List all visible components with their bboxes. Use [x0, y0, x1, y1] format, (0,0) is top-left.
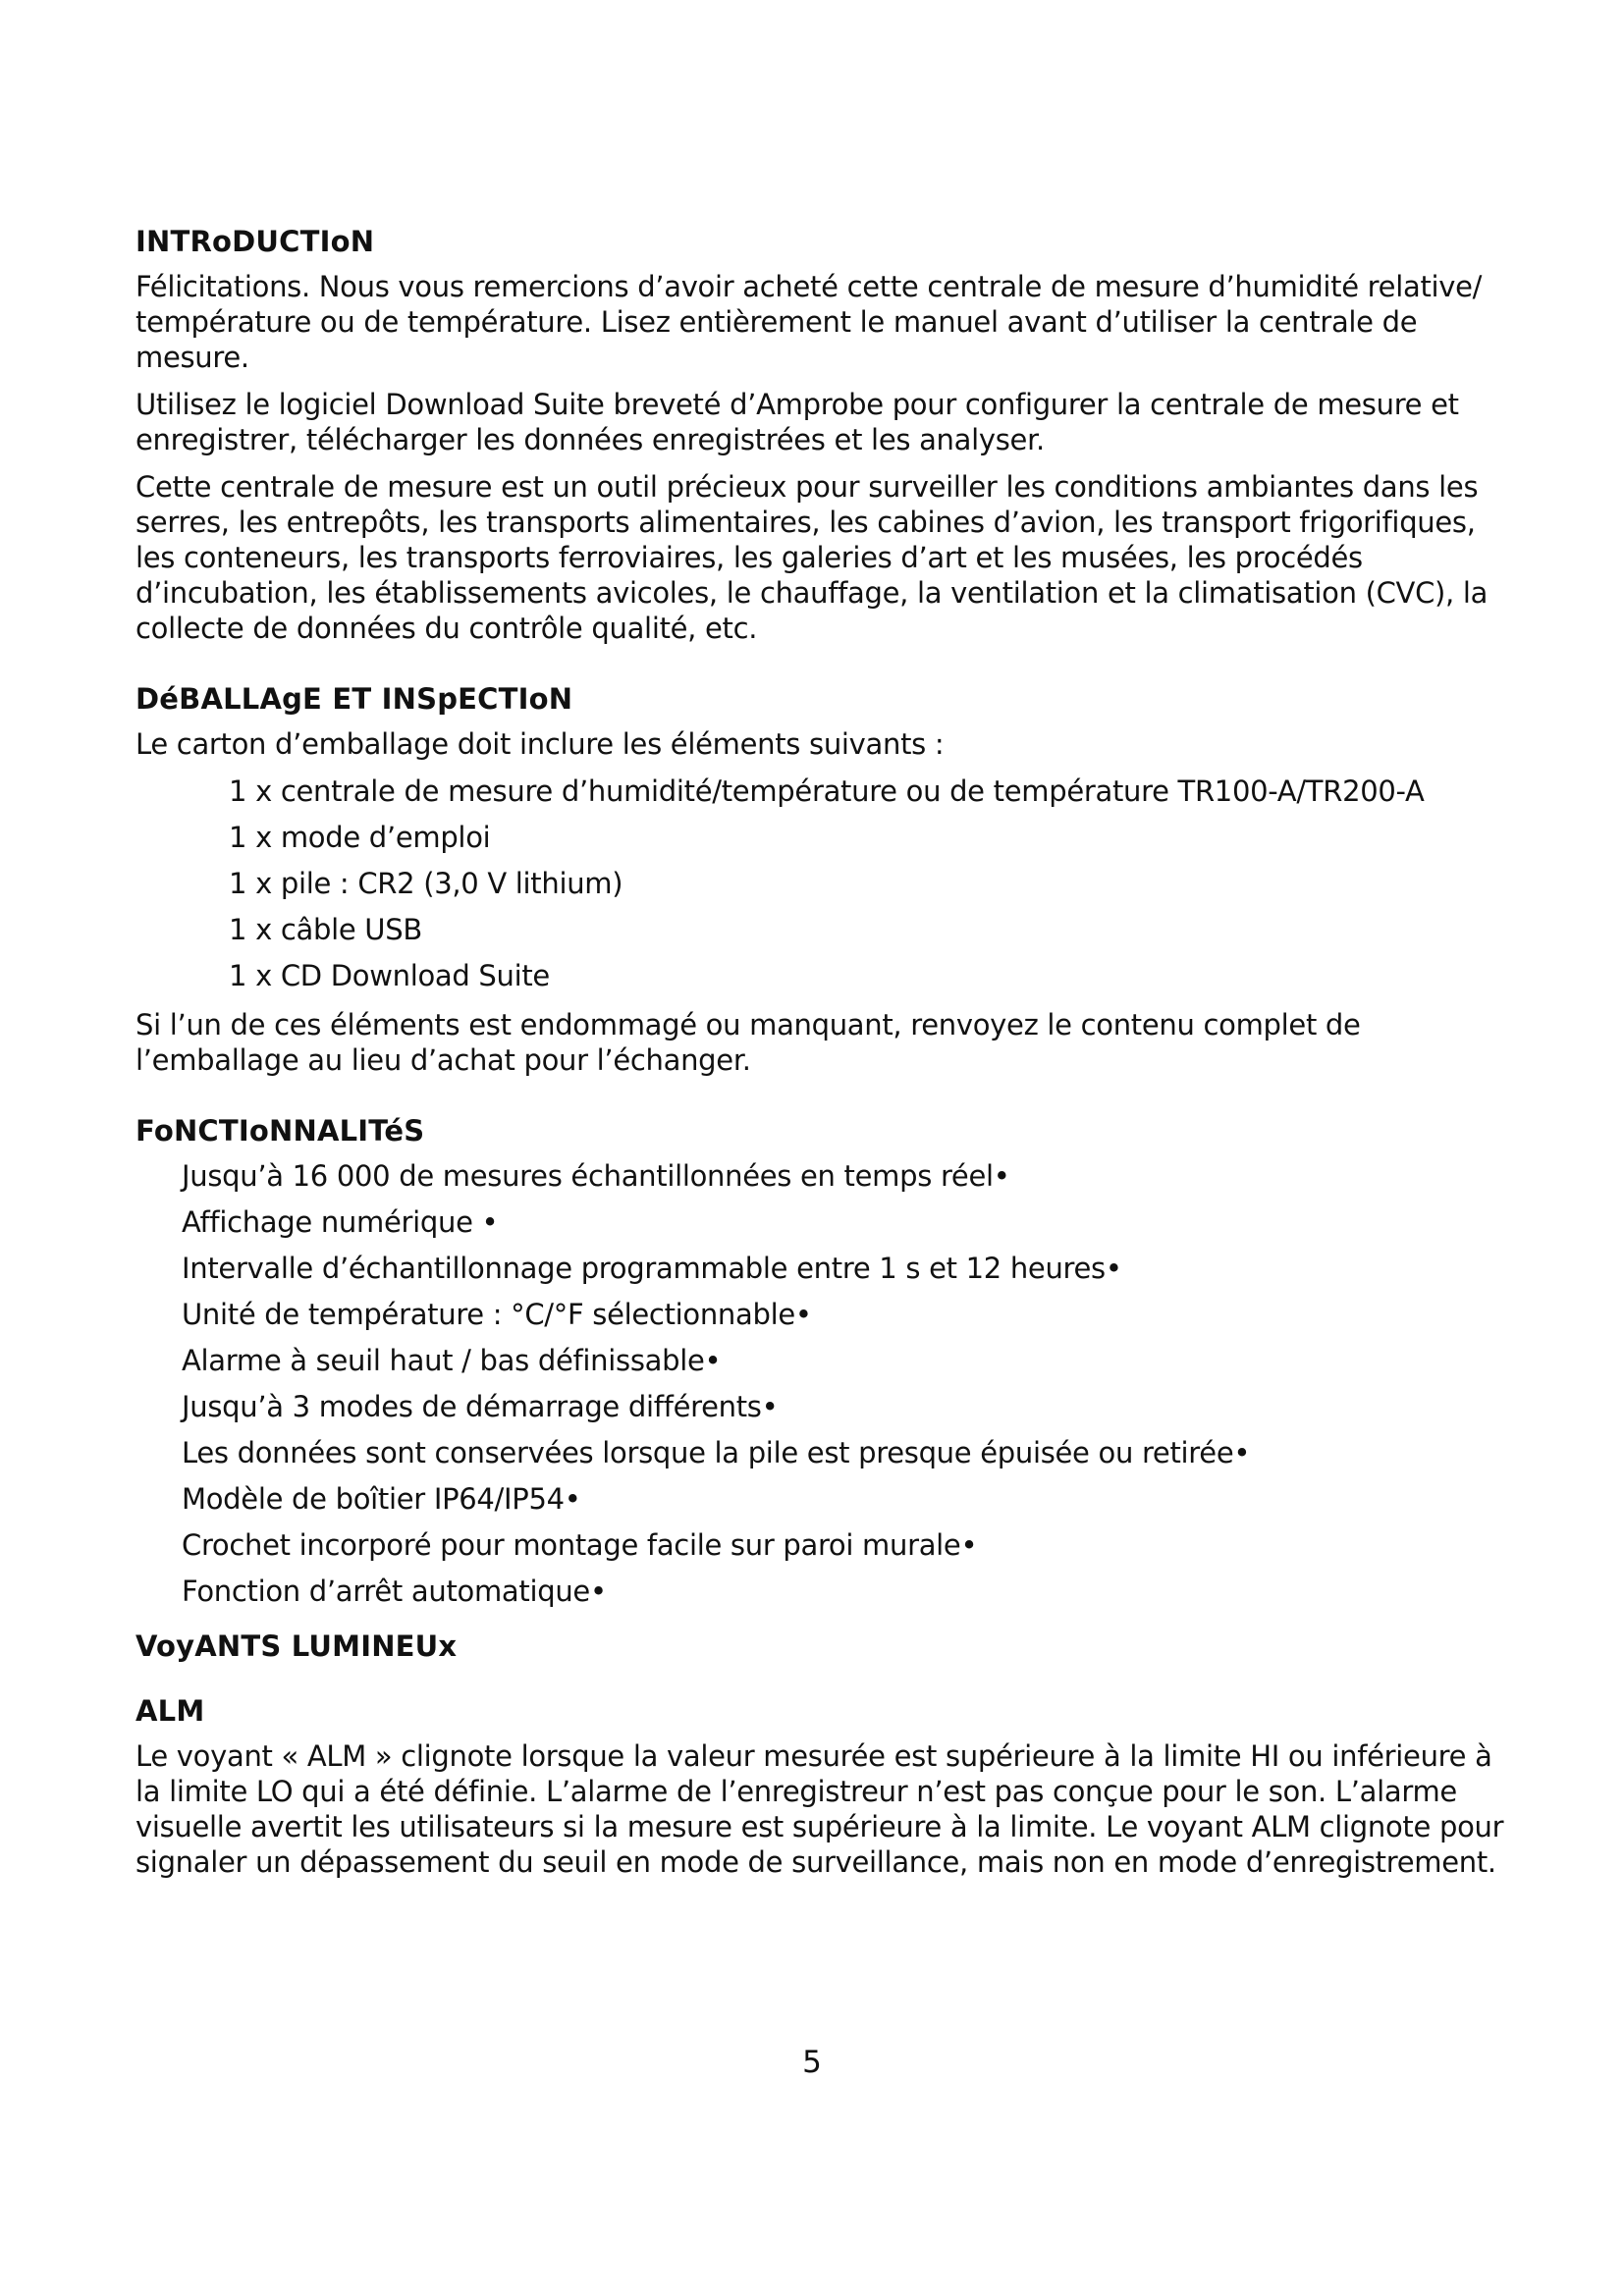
manual-page	[135, 224, 1510, 1892]
list-item: 1 x câble USB	[229, 913, 422, 946]
features-list	[135, 1158, 1510, 1609]
list-item: Alarme à seuil haut / bas définissable•	[182, 1344, 722, 1377]
list-item: Fonction d’arrêt automatique•	[182, 1575, 607, 1608]
heading-introduction: INTRoDUCTIoN	[135, 225, 375, 258]
intro-paragraph-2: Utilisez le logiciel Download Suite breveté d’Amprobe pour configurer la centrale de mesure et enregistrer, télécharger les données enregistrées et les analyser.	[135, 388, 1459, 456]
heading-unpacking: DéBALLAgE ET INSpECTIoN	[135, 682, 573, 716]
list-item: Modèle de boîtier IP64/IP54•	[182, 1482, 581, 1516]
page-number: 5	[802, 2045, 822, 2080]
heading-features: FoNCTIoNNALITéS	[135, 1114, 425, 1148]
section-introduction	[135, 224, 1510, 646]
subheading-alm: ALM	[135, 1694, 205, 1728]
section-indicators	[135, 1629, 1510, 1880]
intro-paragraph-1: Félicitations. Nous vous remercions d’avoir acheté cette centrale de mesure d’humidité relative/ température ou de température. Lisez entièrement le manuel avant d’utiliser la centrale de mesure.	[135, 270, 1483, 374]
list-item: Intervalle d’échantillonnage programmable entre 1 s et 12 heures•	[182, 1252, 1122, 1285]
intro-paragraph-3: Cette centrale de mesure est un outil précieux pour surveiller les conditions ambiantes dans les serres, les entrepôts, les transports alimentaires, les cabines d’avion, les transport frigorifiques, les conteneurs, les transports ferroviaires, les galeries d’art et les musées, les procédés d’incubation, les établissements avicoles, le chauffage, la ventilation et la climatisation (CVC), la collecte de données du contrôle qualité, etc.	[135, 470, 1489, 645]
list-item: 1 x CD Download Suite	[229, 959, 550, 992]
list-item: Unité de température : °C/°F sélectionnable•	[182, 1298, 812, 1331]
list-item: 1 x centrale de mesure d’humidité/température ou de température TR100-A/TR200-A	[229, 774, 1425, 808]
section-features	[135, 1113, 1510, 1609]
list-item: Crochet incorporé pour montage facile sur paroi murale•	[182, 1528, 978, 1562]
package-contents-list	[135, 774, 1510, 993]
heading-indicators: VoyANTS LUMINEUx	[135, 1629, 458, 1663]
list-item: 1 x pile : CR2 (3,0 V lithium)	[229, 867, 623, 900]
list-item: Les données sont conservées lorsque la pile est presque épuisée ou retirée•	[182, 1436, 1251, 1469]
list-item: 1 x mode d’emploi	[229, 821, 491, 854]
list-item: Jusqu’à 16 000 de mesures échantillonnées en temps réel•	[182, 1159, 1010, 1193]
list-item: Affichage numérique •	[182, 1205, 499, 1239]
alm-paragraph: Le voyant « ALM » clignote lorsque la valeur mesurée est supérieure à la limite HI ou inférieure à la limite LO qui a été définie. L’alarme de l’enregistreur n’est pas conçue pour le son. L’alarme visuelle avertit les utilisateurs si la mesure est supérieure à la limite. Le voyant ALM clignote pour signaler un dépassement du seuil en mode de surveillance, mais non en mode d’enregistrement.	[135, 1739, 1504, 1879]
unpacking-outro: Si l’un de ces éléments est endommagé ou manquant, renvoyez le contenu complet de l’emballage au lieu d’achat pour l’échanger.	[135, 1008, 1361, 1077]
list-item: Jusqu’à 3 modes de démarrage différents•	[182, 1390, 779, 1423]
unpacking-intro: Le carton d’emballage doit inclure les éléments suivants :	[135, 727, 945, 761]
section-unpacking	[135, 681, 1510, 1078]
